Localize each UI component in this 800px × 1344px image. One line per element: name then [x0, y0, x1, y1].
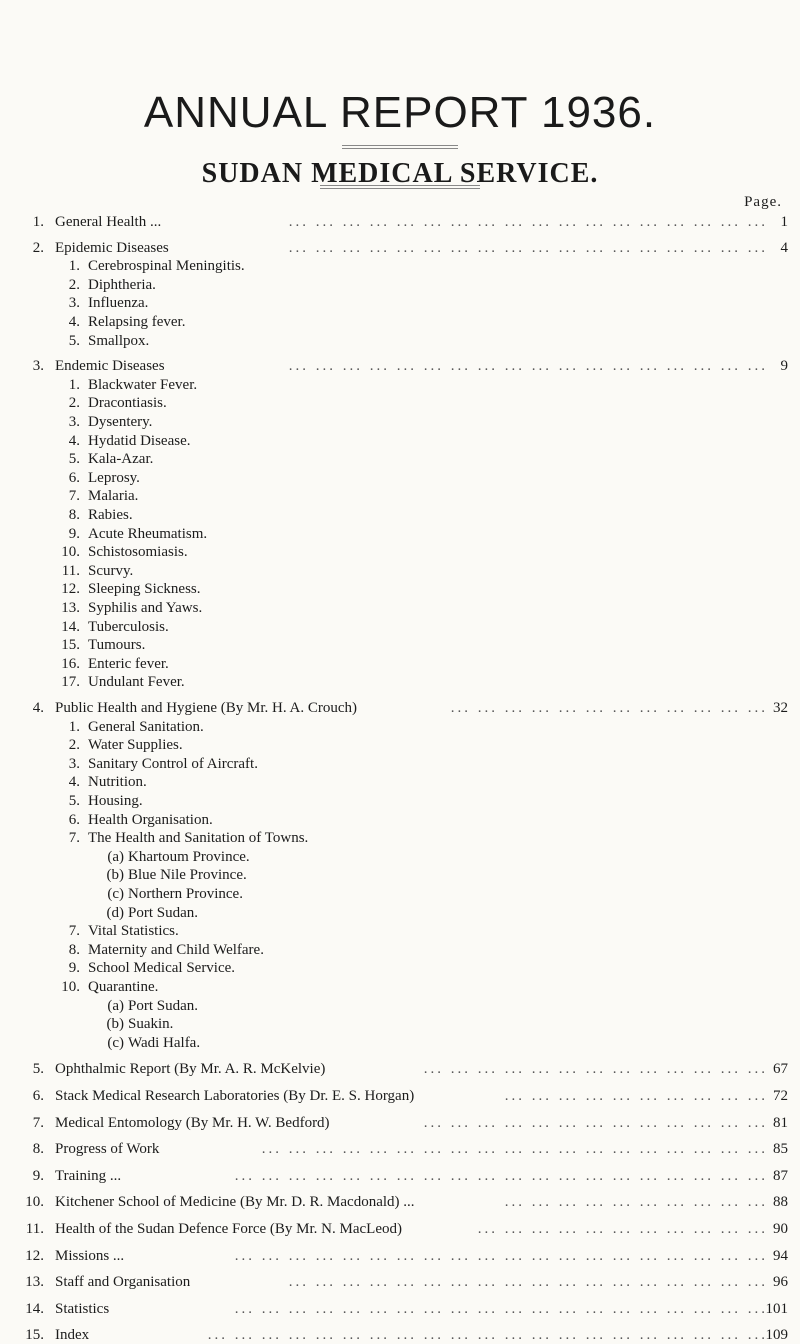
toc-label: Staff and Organisation: [55, 1274, 191, 1291]
toc-number: 3.: [68, 414, 80, 430]
toc-number: 14.: [61, 618, 80, 635]
toc-number: 8.: [68, 507, 80, 523]
toc-number: 9.: [68, 960, 80, 977]
toc-label: Tumours.: [88, 637, 146, 654]
toc-number: 1.: [32, 214, 44, 230]
toc-number: (c): [107, 1034, 124, 1051]
page-number: 9: [780, 358, 788, 375]
toc-label: Wadi Halfa.: [128, 1034, 201, 1051]
dot-leader: ... ... ... ... ... ... ... ... ... ... ... ... ... ... ... ... ... ...: [288, 1274, 768, 1291]
toc-number: 14.: [25, 1300, 44, 1317]
page-number: 88: [773, 1194, 788, 1211]
toc-label: Undulant Fever.: [88, 674, 185, 691]
subtitle-divider: [320, 185, 480, 186]
dot-leader: ... ... ... ... ... ... ... ... ... ...: [504, 1194, 768, 1211]
toc-number: 3.: [68, 755, 80, 772]
toc-label: Diphtheria.: [88, 276, 156, 293]
title-divider: [342, 148, 458, 149]
toc-label: Dracontiasis.: [88, 395, 167, 412]
toc-number: 3.: [68, 295, 80, 312]
toc-label: Suakin.: [128, 1016, 174, 1033]
dot-leader: ... ... ... ... ... ... ... ... ... ... ... ... ... ... ... ... ... ... ... ...: [234, 1300, 768, 1317]
toc-number: (a): [107, 848, 124, 865]
toc-number: 7.: [32, 1114, 44, 1131]
toc-number: 4.: [68, 314, 80, 330]
toc-number: 2.: [68, 737, 80, 754]
dot-leader: ... ... ... ... ... ... ... ... ... ... ... ... ... ... ... ... ... ... ... ... ...: [207, 1327, 768, 1344]
page-number: 94: [773, 1247, 788, 1264]
toc-number: 2.: [68, 276, 80, 293]
page-number: 81: [773, 1114, 788, 1131]
toc-number: 4.: [68, 774, 80, 791]
toc-number: 8.: [32, 1141, 44, 1158]
toc-label: Hydatid Disease.: [88, 432, 191, 449]
toc-number: 2.: [32, 239, 44, 256]
toc-number: 4.: [68, 432, 80, 449]
toc-number: 10.: [61, 544, 80, 561]
toc-number: (b): [106, 867, 124, 884]
toc-number: (b): [106, 1016, 124, 1033]
page-number: 87: [773, 1167, 788, 1184]
toc-label: Epidemic Diseases: [55, 239, 169, 256]
toc-number: 1.: [68, 718, 80, 735]
toc-number: 1.: [68, 258, 80, 275]
toc-label: Acute Rheumatism.: [88, 525, 208, 542]
toc-number: 11.: [25, 1221, 44, 1237]
toc-label: General Sanitation.: [88, 718, 204, 735]
dot-leader: ... ... ... ... ... ... ... ... ... ... ...: [477, 1221, 768, 1237]
toc-number: (c): [107, 886, 124, 902]
page-number: 101: [765, 1300, 788, 1317]
subtitle-divider: [320, 188, 480, 189]
toc-number: 12.: [25, 1247, 44, 1264]
toc-label: Kala-Azar.: [88, 451, 154, 468]
page-number: 4: [780, 239, 788, 256]
toc-number: 5.: [32, 1061, 44, 1078]
toc-label: Nutrition.: [88, 774, 147, 791]
toc-label: Quarantine.: [88, 979, 159, 995]
toc-label: Stack Medical Research Laboratories (By Dr. E. S. Horgan): [55, 1088, 415, 1104]
toc-label: Syphilis and Yaws.: [88, 600, 203, 616]
toc-number: (d): [106, 904, 124, 921]
toc-label: Dysentery.: [88, 414, 153, 430]
toc-label: Khartoum Province.: [128, 848, 250, 865]
toc-label: Medical Entomology (By Mr. H. W. Bedford): [55, 1114, 330, 1131]
toc-number: 13.: [61, 600, 80, 616]
page-number: 72: [773, 1088, 788, 1104]
dot-leader: ... ... ... ... ... ... ... ... ... ... ... ... ...: [423, 1114, 768, 1131]
toc-label: Public Health and Hygiene (By Mr. H. A. Crouch): [55, 700, 358, 716]
toc-label: Smallpox.: [88, 332, 150, 349]
toc-label: Rabies.: [88, 507, 133, 523]
toc-label: Sanitary Control of Aircraft.: [88, 755, 258, 772]
toc-number: (a): [107, 997, 124, 1014]
toc-label: Northern Province.: [128, 886, 243, 902]
dot-leader: ... ... ... ... ... ... ... ... ... ... ... ... ... ... ... ... ... ...: [288, 358, 768, 375]
toc-label: Relapsing fever.: [88, 314, 186, 330]
toc-label: Kitchener School of Medicine (By Mr. D. R. Macdonald) ...: [55, 1194, 415, 1211]
toc-number: 1.: [68, 376, 80, 393]
dot-leader: ... ... ... ... ... ... ... ... ... ... ... ... ... ... ... ... ... ... ... ...: [234, 1247, 768, 1264]
toc-label: Port Sudan.: [128, 904, 199, 921]
toc-label: Scurvy.: [88, 562, 134, 579]
toc-number: 4.: [32, 700, 44, 716]
toc-label: Port Sudan.: [128, 997, 199, 1014]
dot-leader: ... ... ... ... ... ... ... ... ... ... ... ... ...: [423, 1061, 768, 1078]
toc-number: 12.: [61, 581, 80, 598]
toc-label: Enteric fever.: [88, 655, 169, 672]
toc-number: 11.: [61, 562, 80, 579]
report-title: ANNUAL REPORT 1936.: [143, 88, 657, 137]
toc-label: Health Organisation.: [88, 811, 213, 828]
toc-label: The Health and Sanitation of Towns.: [88, 830, 309, 847]
page-column-header: Page.: [744, 194, 782, 210]
page-number: 109: [765, 1327, 788, 1344]
toc-label: Leprosy.: [88, 469, 140, 486]
toc-number: 5.: [68, 332, 80, 349]
toc-number: 10.: [61, 979, 80, 995]
toc-label: Sleeping Sickness.: [88, 581, 201, 598]
toc-number: 9.: [68, 525, 80, 542]
toc-label: Health of the Sudan Defence Force (By Mr. N. MacLeod): [55, 1221, 402, 1237]
page-number: 67: [773, 1061, 788, 1078]
toc-label: Water Supplies.: [88, 737, 183, 754]
toc-number: 5.: [68, 793, 80, 809]
page-number: 85: [773, 1141, 788, 1158]
toc-label: Housing.: [88, 793, 143, 809]
toc-number: 15.: [61, 637, 80, 654]
toc-number: 9.: [32, 1167, 44, 1184]
report-subtitle: SUDAN MEDICAL SERVICE.: [201, 158, 599, 189]
toc-label: Index: [55, 1327, 90, 1344]
toc-number: 13.: [25, 1274, 44, 1291]
dot-leader: ... ... ... ... ... ... ... ... ... ... ... ... ... ... ... ... ... ... ...: [261, 1141, 768, 1158]
toc-label: Schistosomiasis.: [88, 544, 188, 561]
toc-label: Missions ...: [55, 1247, 125, 1264]
toc-label: Maternity and Child Welfare.: [88, 941, 264, 958]
toc-label: Cerebrospinal Meningitis.: [88, 258, 245, 275]
toc-number: 17.: [61, 674, 80, 691]
title-divider: [342, 145, 458, 146]
page-number: 1: [780, 214, 788, 230]
dot-leader: ... ... ... ... ... ... ... ... ... ... ... ... ... ... ... ... ... ...: [288, 239, 768, 256]
toc-number: 7.: [68, 830, 80, 847]
toc-label: School Medical Service.: [88, 960, 236, 977]
toc-label: Blue Nile Province.: [128, 867, 247, 884]
toc-label: Blackwater Fever.: [88, 376, 198, 393]
toc-number: 8.: [68, 941, 80, 958]
toc-label: Training ...: [55, 1167, 122, 1184]
toc-label: Influenza.: [88, 295, 149, 312]
dot-leader: ... ... ... ... ... ... ... ... ... ... ... ... ... ... ... ... ... ...: [288, 214, 768, 230]
toc-label: Malaria.: [88, 488, 139, 505]
toc-label: Tuberculosis.: [88, 618, 169, 635]
page-number: 90: [773, 1221, 788, 1237]
dot-leader: ... ... ... ... ... ... ... ... ... ... ... ...: [450, 700, 768, 716]
page-number: 32: [773, 700, 788, 716]
toc-number: 6.: [32, 1088, 44, 1104]
toc-number: 7.: [68, 923, 80, 940]
toc-number: 5.: [68, 451, 80, 468]
toc-number: 15.: [25, 1327, 44, 1344]
toc-label: Statistics: [55, 1300, 110, 1317]
toc-label: Endemic Diseases: [55, 358, 165, 375]
toc-number: 6.: [68, 811, 80, 828]
dot-leader: ... ... ... ... ... ... ... ... ... ... ... ... ... ... ... ... ... ... ... ...: [234, 1167, 768, 1184]
toc-number: 2.: [68, 395, 80, 412]
toc-label: Progress of Work: [55, 1141, 160, 1158]
toc-number: 3.: [32, 358, 44, 375]
page-number: 96: [773, 1274, 788, 1291]
toc-label: Vital Statistics.: [88, 923, 179, 940]
toc-number: 7.: [68, 488, 80, 505]
toc-number: 6.: [68, 469, 80, 486]
toc-number: 10.: [25, 1194, 44, 1211]
toc-number: 16.: [61, 655, 80, 672]
dot-leader: ... ... ... ... ... ... ... ... ... ...: [504, 1088, 768, 1104]
toc-label: Ophthalmic Report (By Mr. A. R. McKelvie): [55, 1061, 326, 1078]
toc-label: General Health ...: [55, 214, 162, 230]
